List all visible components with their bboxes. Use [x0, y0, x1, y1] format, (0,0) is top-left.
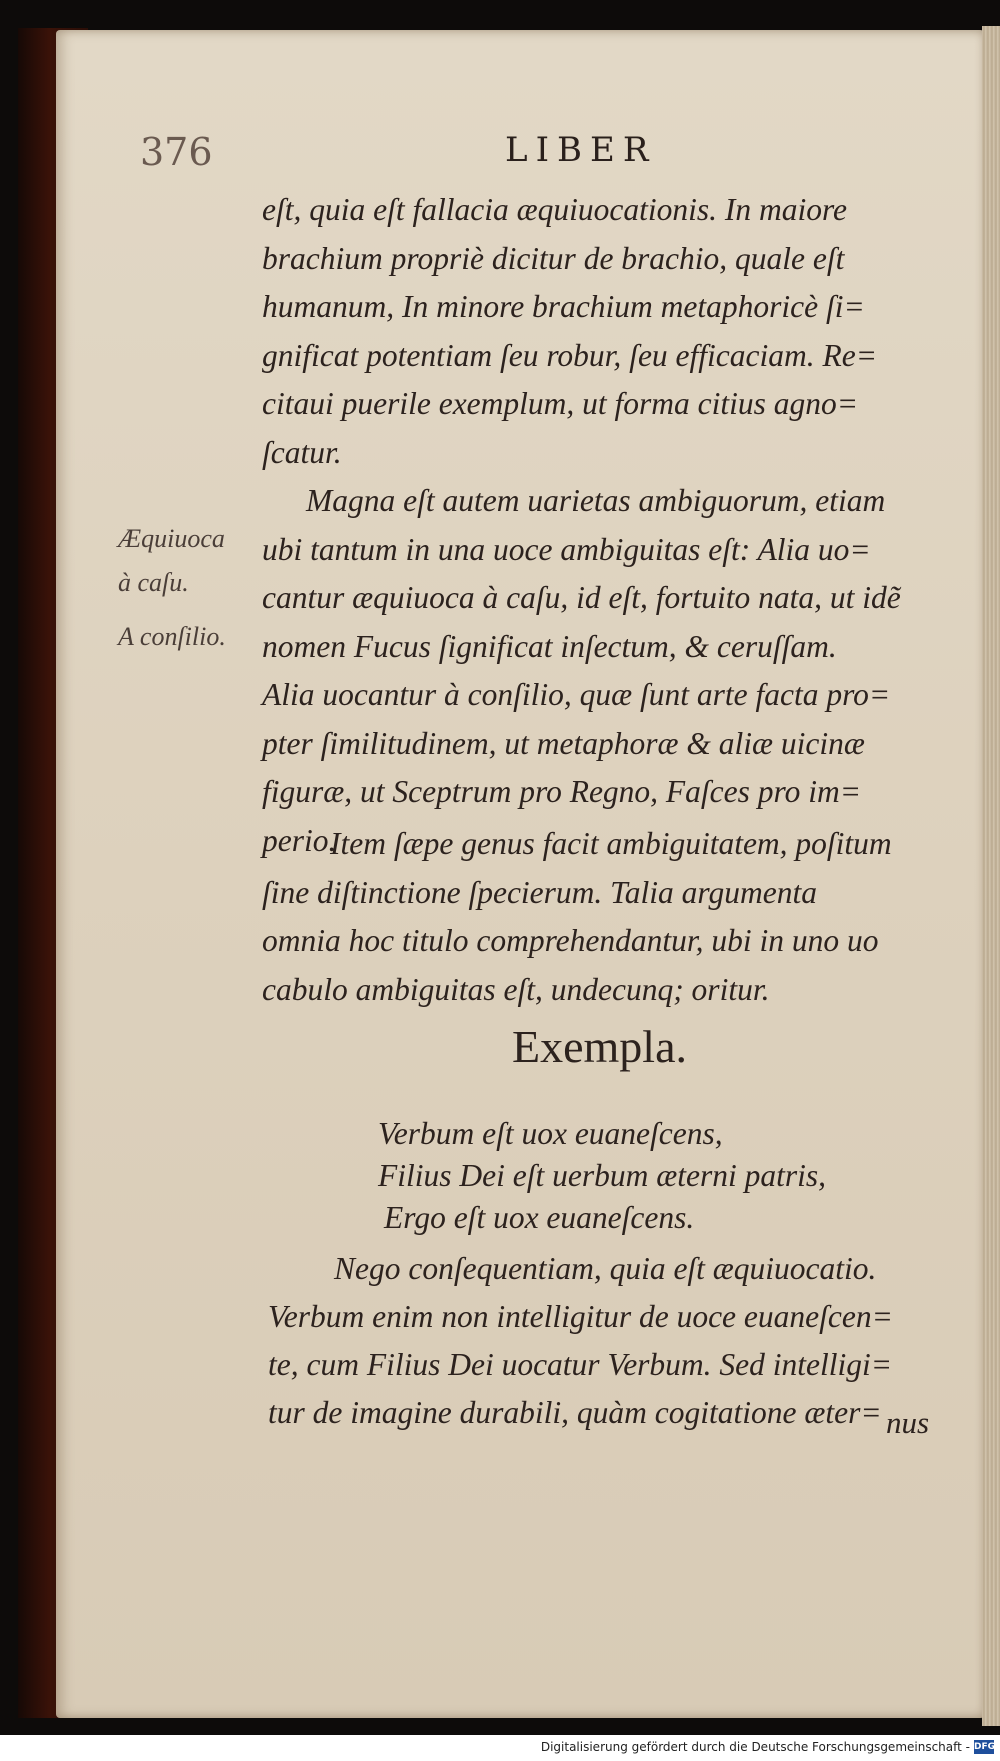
text-line: cantur æquiuoca à caſu, id eſt, fortuito nata, ut idẽ — [262, 580, 901, 615]
text-line: brachium propriè dicitur de brachio, quale eſt — [262, 240, 845, 276]
margin-note-a-casu: à caſu. — [118, 568, 189, 597]
text-line: Magna eſt autem uarietas ambiguorum, etiam — [306, 483, 886, 518]
text-line: Verbum eſt uox euaneſcens, — [378, 1116, 723, 1151]
syllogism — [378, 1113, 826, 1239]
margin-note-a-consilio: A conſilio. — [118, 622, 226, 651]
text-line: perio. — [262, 822, 337, 858]
footer-credit: Digitalisierung gefördert durch die Deutsche Forschungsgemeinschaft - — [540, 1740, 970, 1754]
text-line: ſcatur. — [262, 434, 342, 470]
text-line: Alia uocantur à conſilio, quæ ſunt arte facta pro= — [262, 677, 891, 712]
text-line: Verbum enim non intelligitur de uoce euaneſcen= — [268, 1299, 893, 1334]
paragraph-2 — [262, 820, 942, 1014]
text-line: gnificat potentiam ſeu robur, ſeu efficaciam. Re= — [262, 337, 877, 373]
text-line: citaui puerile exemplum, ut forma citius agno= — [262, 386, 859, 421]
text-line: figuræ, ut Sceptrum pro Regno, Faſces pro im= — [262, 774, 861, 809]
text-line: humanum, In minore brachium metaphoricè ſi= — [262, 289, 865, 324]
text-line: pter ſimilitudinem, ut metaphoræ & aliæ uicinæ — [262, 725, 865, 761]
paragraph-3 — [268, 1245, 948, 1437]
running-head: LIBER — [505, 130, 657, 170]
text-line: ubi tantum in una uoce ambiguitas eſt: Alia uo= — [262, 531, 871, 567]
page-number: 376 — [140, 130, 213, 174]
dfg-logo-icon: DFG — [974, 1742, 996, 1752]
text-line: nomen Fucus ſignificat inſectum, & ceruſſam. — [262, 628, 837, 664]
text-line: te, cum Filius Dei uocatur Verbum. Sed intelligi= — [268, 1347, 893, 1382]
paragraph-1 — [262, 186, 942, 865]
text-line: cabulo ambiguitas eſt, undecunq; oritur. — [262, 971, 770, 1007]
text-line: Item ſæpe genus facit ambiguitatem, poſitum — [330, 826, 892, 861]
text-line: Filius Dei eſt uerbum æterni patris, — [378, 1158, 826, 1193]
text-line: Nego conſequentiam, quia eſt æquiuocatio. — [334, 1251, 877, 1286]
page-edges — [982, 26, 1000, 1726]
text-line: omnia hoc titulo comprehendantur, ubi in uno uo — [262, 923, 879, 958]
margin-note-aequiuoca: Æquiuoca — [118, 524, 225, 553]
text-line: eſt, quia eſt fallacia æquiuocationis. In maiore — [262, 192, 848, 227]
text-line: tur de imagine durabili, quàm cogitatione æter= — [268, 1395, 882, 1430]
text-line: ſine diſtinctione ſpecierum. Talia argumenta — [262, 874, 817, 910]
section-heading: Exempla. — [512, 1021, 687, 1072]
text-line: Ergo eſt uox euaneſcens. — [384, 1200, 695, 1235]
catchword: nus — [886, 1405, 930, 1440]
footer-bar — [0, 1735, 1000, 1761]
